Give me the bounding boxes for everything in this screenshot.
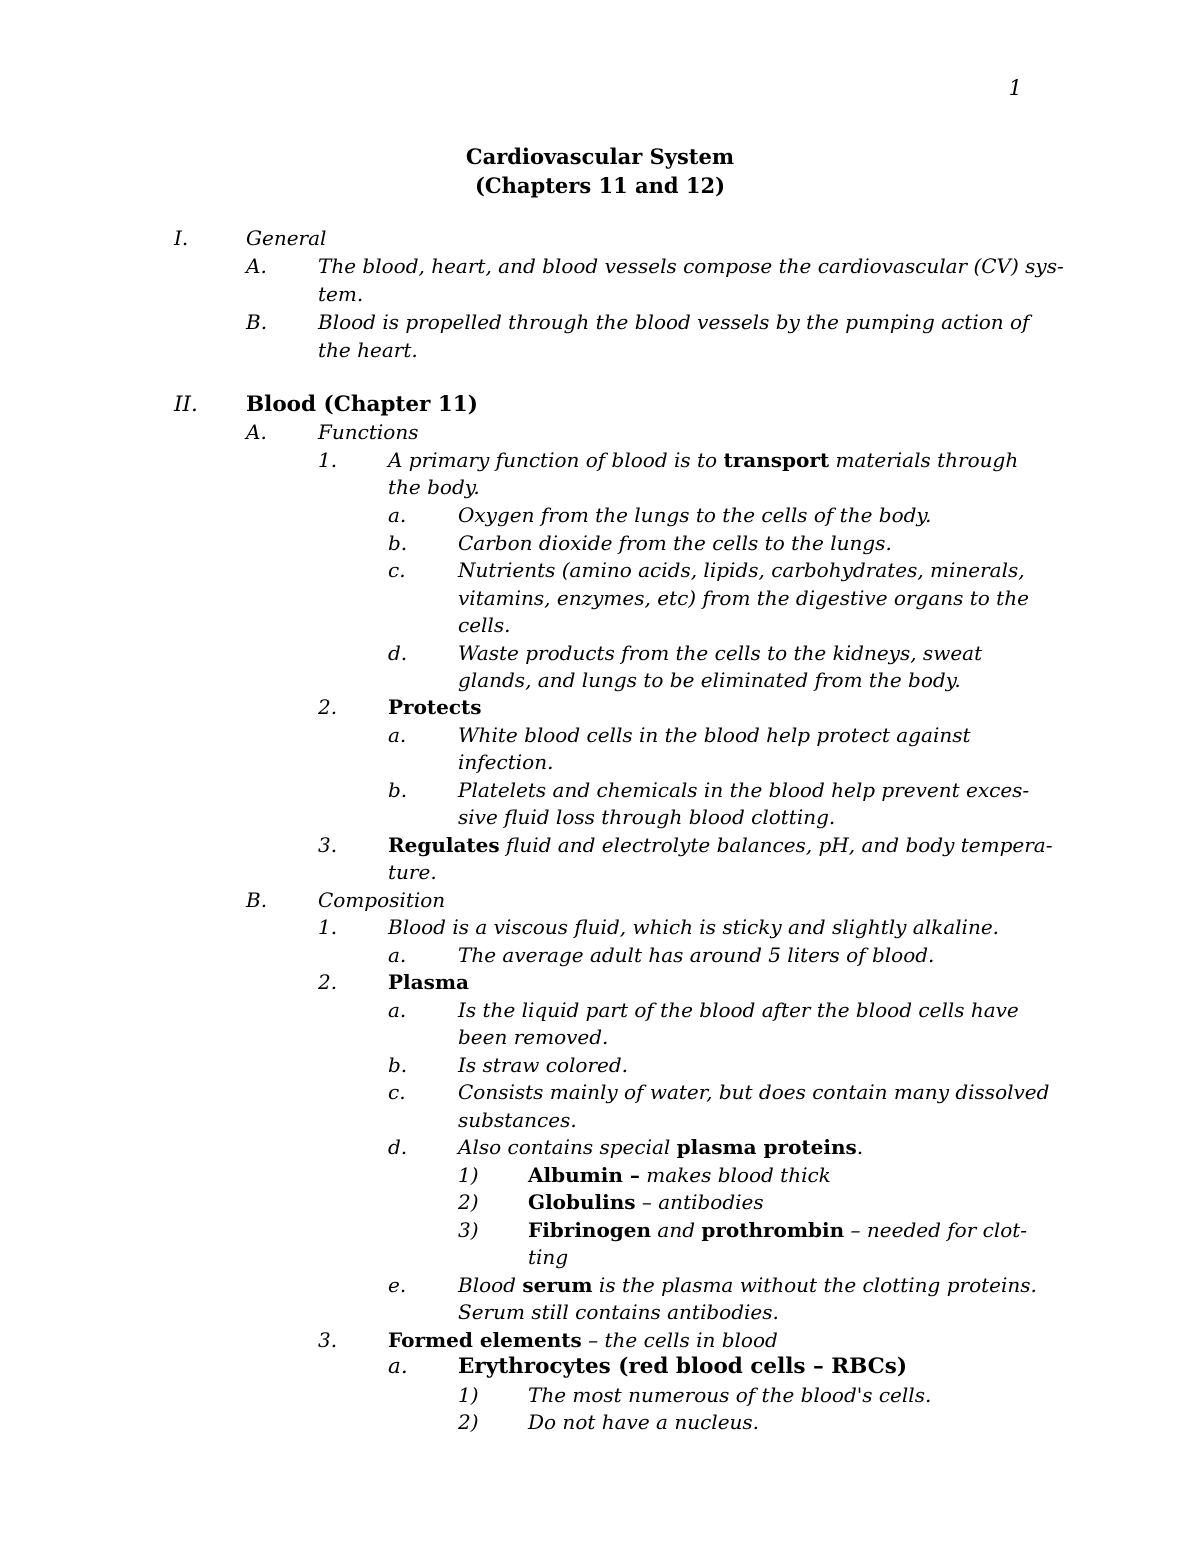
outline-text-run: The most numerous of the blood's cells.: [528, 1383, 932, 1407]
bold-term: Erythrocytes (red blood cells – RBCs): [458, 1354, 908, 1379]
outline-line: [0, 1216, 1200, 1244]
outline-text-run: been removed.: [458, 1025, 609, 1049]
outline-text: [388, 693, 482, 721]
document-title: [0, 142, 1200, 200]
outline-text: [458, 748, 553, 776]
outline-line: [0, 1133, 1200, 1161]
outline-text-run: Blood: [458, 1273, 523, 1297]
outline-line: [0, 611, 1200, 639]
outline-marker: a.: [388, 943, 407, 967]
outline-text: [458, 611, 510, 639]
outline-marker: b.: [388, 531, 408, 555]
outline-line: [0, 996, 1200, 1024]
outline-marker: 2.: [318, 695, 338, 719]
outline-marker: a.: [388, 723, 407, 747]
outline-text-run: Consists mainly of water, but does contain many dissolved: [458, 1080, 1050, 1104]
outline-line: [0, 308, 1200, 336]
outline-text: [458, 1298, 779, 1326]
outline-line: [0, 803, 1200, 831]
outline-text: [458, 666, 961, 694]
outline-line: [0, 280, 1200, 308]
bold-term: prothrombin: [701, 1218, 845, 1242]
outline-line: [0, 1106, 1200, 1134]
outline-text-run: Functions: [318, 420, 419, 444]
outline-line: [0, 748, 1200, 776]
outline-text-run: General: [246, 226, 327, 250]
outline-text-run: Oxygen from the lungs to the cells of the body.: [458, 503, 932, 527]
outline-text-run: Composition: [318, 888, 446, 912]
outline-line: [0, 336, 1200, 364]
outline-line: [0, 776, 1200, 804]
outline-line: [0, 1408, 1200, 1436]
outline-marker: e.: [388, 1273, 407, 1297]
outline-marker: I.: [174, 226, 189, 250]
outline-text: [528, 1408, 759, 1436]
outline-line: [0, 1078, 1200, 1106]
bold-term: Blood (Chapter 11): [246, 392, 478, 417]
outline-line: [0, 418, 1200, 446]
outline-marker: a.: [388, 503, 407, 527]
outline-line: [0, 1051, 1200, 1079]
outline-line: [0, 224, 1200, 252]
outline-marker: 3.: [318, 833, 338, 857]
outline-line: [0, 1298, 1200, 1326]
outline-line: [0, 666, 1200, 694]
outline-text: [388, 968, 469, 996]
outline-text: [458, 1106, 577, 1134]
outline-marker: c.: [388, 1080, 406, 1104]
bold-term: transport: [723, 448, 830, 472]
outline-text: [388, 831, 1052, 859]
outline-line: [0, 1188, 1200, 1216]
outline-text: [458, 776, 1029, 804]
outline-line: [0, 501, 1200, 529]
outline-text-run: Also contains special: [458, 1135, 677, 1159]
outline-text-run: tem.: [318, 282, 364, 306]
outline-text-run: Is straw colored.: [458, 1053, 629, 1077]
outline-line: [0, 1271, 1200, 1299]
outline-text-run: White blood cells in the blood help protect against: [458, 723, 971, 747]
outline-line: [0, 913, 1200, 941]
outline-line: [0, 968, 1200, 996]
title-line-2: (Chapters 11 and 12): [474, 173, 726, 198]
outline-marker: B.: [246, 888, 268, 912]
outline-text: [458, 584, 1029, 612]
outline-text-run: The blood, heart, and blood vessels compose the cardiovascular (CV) sys-: [318, 254, 1064, 278]
page-number: 1: [1008, 76, 1022, 100]
outline-line: [0, 529, 1200, 557]
bold-term: plasma proteins: [676, 1135, 857, 1159]
outline-line: [0, 1326, 1200, 1354]
outline-line: [0, 941, 1200, 969]
outline-text: [246, 391, 478, 419]
outline-marker: A.: [246, 254, 267, 278]
outline-text: [388, 473, 480, 501]
outline-text-run: Carbon dioxide from the cells to the lungs.: [458, 531, 892, 555]
outline-text: [388, 1326, 778, 1354]
outline-text-run: – antibodies: [635, 1190, 764, 1214]
bold-term: serum: [522, 1273, 593, 1297]
outline-marker: 2.: [318, 970, 338, 994]
outline-text-run: – needed for clot-: [844, 1218, 1028, 1242]
outline-line: [0, 1023, 1200, 1051]
title-line-1: Cardiovascular System: [465, 144, 735, 169]
outline-text: [318, 252, 1064, 280]
outline-text: [458, 941, 934, 969]
outline-text-run: infection.: [458, 750, 554, 774]
outline-text: [458, 721, 971, 749]
outline-text: [528, 1161, 831, 1189]
outline-line: [0, 831, 1200, 859]
outline-marker: 1.: [318, 915, 338, 939]
outline-text: [318, 280, 363, 308]
outline-text-run: fluid and electrolyte balances, pH, and body tempera-: [499, 833, 1053, 857]
outline-text-run: cells.: [458, 613, 511, 637]
outline-text-run: The average adult has around 5 liters of blood.: [458, 943, 935, 967]
outline-marker: 2): [458, 1410, 479, 1434]
outline-marker: 1.: [318, 448, 338, 472]
bold-term: Protects: [388, 695, 482, 719]
outline-line: [0, 858, 1200, 886]
outline-text-run: substances.: [458, 1108, 577, 1132]
outline-line: [0, 1161, 1200, 1189]
outline-text: [458, 1271, 1037, 1299]
outline-text-run: and: [651, 1218, 702, 1242]
outline-text-run: materials through: [829, 448, 1019, 472]
outline-text: [528, 1188, 764, 1216]
outline-text-run: Blood is propelled through the blood vessels by the pumping action of: [318, 310, 1030, 334]
outline-text-run: Do not have a nucleus.: [528, 1410, 760, 1434]
outline-text-run: vitamins, enzymes, etc) from the digestive organs to the: [458, 586, 1029, 610]
outline-line: [0, 391, 1200, 419]
outline-text: [318, 336, 418, 364]
outline-text-run: the body.: [388, 475, 480, 499]
outline-text-run: glands, and lungs to be eliminated from the body.: [458, 668, 961, 692]
outline-text-run: Waste products from the cells to the kidneys, sweat: [458, 641, 983, 665]
outline-line: [0, 693, 1200, 721]
outline-line: [0, 886, 1200, 914]
outline-text-run: ting: [528, 1245, 569, 1269]
outline-text: [318, 886, 445, 914]
outline-line: [0, 584, 1200, 612]
outline-text: [458, 639, 982, 667]
outline-text-run: ture.: [388, 860, 437, 884]
outline-text: [458, 529, 892, 557]
outline-line: [0, 639, 1200, 667]
outline-line: [0, 446, 1200, 474]
outline-text: [458, 803, 835, 831]
outline-line: [0, 252, 1200, 280]
outline-text-run: .: [856, 1135, 864, 1159]
outline-text-run: A primary function of blood is to: [388, 448, 724, 472]
outline-text: [458, 1051, 628, 1079]
bold-term: Albumin –: [528, 1163, 640, 1187]
bold-term: Formed elements: [388, 1328, 582, 1352]
outline-marker: b.: [388, 778, 408, 802]
outline-text-run: – the cells in blood: [581, 1328, 778, 1352]
bold-term: Plasma: [388, 970, 469, 994]
outline-line: [0, 1243, 1200, 1271]
outline-marker: 1): [458, 1383, 479, 1407]
outline-text: [528, 1243, 568, 1271]
outline-text-run: Platelets and chemicals in the blood help prevent exces-: [458, 778, 1030, 802]
outline-text-run: Blood is a viscous fluid, which is sticky and slightly alkaline.: [388, 915, 1000, 939]
outline-text: [528, 1381, 931, 1409]
outline-line: [0, 556, 1200, 584]
outline-marker: B.: [246, 310, 268, 334]
outline-text: [388, 858, 437, 886]
outline-text-run: Serum still contains antibodies.: [458, 1300, 779, 1324]
outline-text: [458, 556, 1025, 584]
bold-term: Globulins: [528, 1190, 636, 1214]
outline-text: [318, 308, 1029, 336]
outline-text: [458, 996, 1019, 1024]
outline-text: [458, 1353, 907, 1381]
outline-text-run: the heart.: [318, 338, 418, 362]
outline-text: [458, 1023, 608, 1051]
bold-term: Fibrinogen: [528, 1218, 652, 1242]
outline-text: [388, 446, 1018, 474]
outline-marker: a.: [388, 1354, 408, 1379]
outline-marker: b.: [388, 1053, 408, 1077]
outline-line: [0, 473, 1200, 501]
outline-marker: 1): [458, 1163, 479, 1187]
outline-text-run: Nutrients (amino acids, lipids, carbohydrates, minerals,: [458, 558, 1025, 582]
outline-marker: 3): [458, 1218, 479, 1242]
outline-line: [0, 1381, 1200, 1409]
outline-text: [458, 1078, 1049, 1106]
outline-marker: II.: [174, 392, 198, 417]
outline-marker: d.: [388, 1135, 408, 1159]
outline-marker: a.: [388, 998, 407, 1022]
outline-text-run: makes blood thick: [639, 1163, 831, 1187]
outline-text: [528, 1216, 1027, 1244]
outline-text-run: is the plasma without the clotting proteins.: [592, 1273, 1037, 1297]
outline-line: [0, 1353, 1200, 1381]
outline-text: [458, 501, 931, 529]
outline-marker: 2): [458, 1190, 479, 1214]
outline-text-run: Is the liquid part of the blood after the blood cells have: [458, 998, 1019, 1022]
outline-marker: d.: [388, 641, 408, 665]
outline-text: [458, 1133, 863, 1161]
outline-marker: c.: [388, 558, 406, 582]
outline-marker: A.: [246, 420, 267, 444]
outline-text: [318, 418, 418, 446]
bold-term: Regulates: [388, 833, 500, 857]
outline-text: [388, 913, 999, 941]
outline-marker: 3.: [318, 1328, 338, 1352]
outline-text-run: sive fluid loss through blood clotting.: [458, 805, 836, 829]
outline-line: [0, 721, 1200, 749]
outline-text: [246, 224, 326, 252]
